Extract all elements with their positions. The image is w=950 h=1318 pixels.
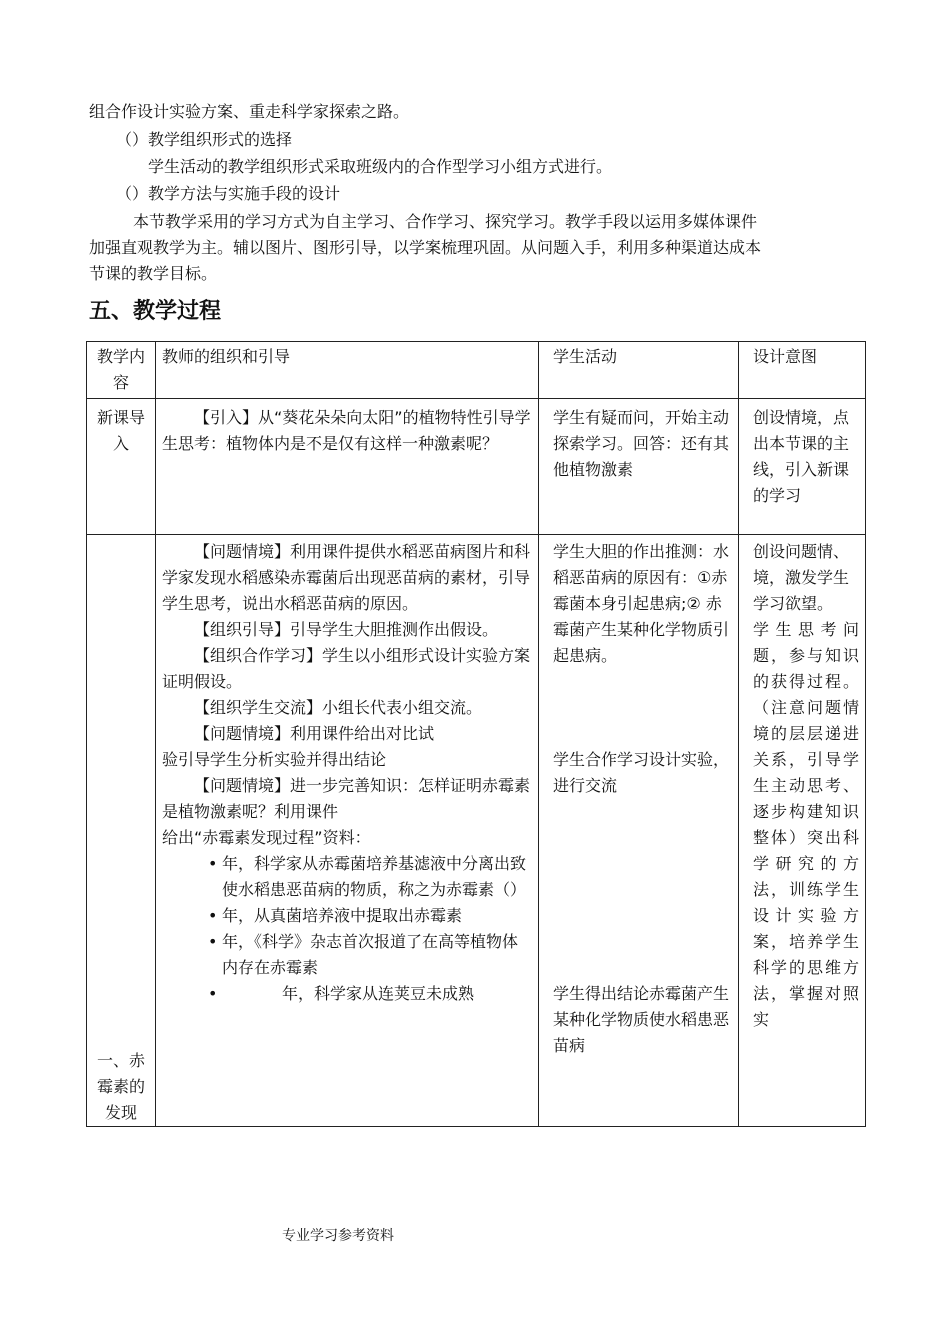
row2-content: 一、赤霉素的发现: [87, 535, 156, 1127]
bullet-dot-icon: •: [208, 906, 218, 925]
bullet-dot-icon: •: [208, 854, 218, 873]
header-content: 教学内容: [87, 342, 156, 399]
teacher-para-5b: 验引导学生分析实验并得出结论: [162, 750, 387, 769]
section-method-title: （）教学方法与实施手段的设计: [116, 184, 341, 203]
table-row: [87, 399, 866, 535]
teacher-para-1: 【问题情境】利用课件提供水稻恶苗病图片和科学家发现水稻感染赤霉菌后出现恶苗病的素材，引导学生思考，说出水稻恶苗病的原因。: [162, 542, 531, 613]
org-form-text: 学生活动的教学组织形式采取班级内的合作型学习小组方式进行。: [148, 157, 613, 176]
row2-intent: [739, 535, 866, 1127]
header-intent: 设计意图: [739, 342, 866, 399]
list-item: [162, 851, 532, 903]
header-teacher: 教师的组织和引导: [156, 342, 539, 399]
teacher-para-4: 【组织学生交流】小组长代表小组交流。: [194, 698, 483, 717]
list-item: [162, 929, 532, 981]
teacher-para-2: 【组织引导】引导学生大胆推测作出假设。: [194, 620, 499, 639]
intent-para-1: 创设问题情、境，激发学生学习欲望。: [753, 542, 850, 613]
method-text-line-1: 本节教学采用的学习方式为自主学习、合作学习、探究学习。教学手段以运用多媒体课件: [133, 212, 758, 231]
row1-student: 学生有疑而问，开始主动探索学习。回答：还有其他植物激素: [539, 399, 739, 535]
row1-intent: 创设情境，点出本节课的主线，引入新课的学习: [739, 399, 866, 535]
row2-student: [539, 535, 739, 1127]
list-item-text: 年，从真菌培养液中提取出赤霉素: [222, 906, 463, 925]
list-item-text: 年，科学家从连荚豆未成熟: [282, 984, 475, 1003]
table-row: [87, 535, 866, 1127]
section-heading: 五、教学过程: [89, 299, 222, 324]
bullet-dot-icon: •: [208, 932, 218, 951]
list-item-text: 年，科学家从赤霉菌培养基滤液中分离出致使水稻患恶苗病的物质，称之为赤霉素（）: [222, 854, 527, 899]
row2-teacher: [156, 535, 539, 1127]
student-para-2: 学生合作学习设计实验，进行交流: [553, 750, 730, 795]
list-item-text: 年，《科学》杂志首次报道了在高等植物体内存在赤霉素: [222, 932, 519, 977]
method-text-line-2: 加强直观教学为主。辅以图片、图形引导，以学案梳理巩固。从问题入手，利用多种渠道达成本: [89, 238, 762, 257]
row1-teacher: 【引入】从“葵花朵朵向太阳”的植物特性引导学生思考：植物体内是不是仅有这样一种激素呢？: [156, 399, 539, 535]
intent-para-2: 学生思考问题，参与知识的获得过程。（注意问题情境的层层递进关系，引导学生主动思考、逐步构建知识整体）突出科学研究的方法，训练学生设计实验方案，培养学生科学的思维方法，掌握对照实: [753, 620, 859, 1029]
page-footer: 专业学习参考资料: [282, 1228, 394, 1244]
student-para-3: 学生得出结论赤霉菌产生某种化学物质使水稻患恶苗病: [553, 984, 730, 1055]
teacher-para-7: 给出“赤霉素发现过程”资料：: [162, 828, 371, 847]
teacher-para-3: 【组织合作学习】学生以小组形式设计实验方案证明假设。: [162, 646, 531, 691]
list-item: [162, 903, 532, 929]
list-item: [162, 981, 532, 1007]
method-text-line-3: 节课的教学目标。: [89, 264, 218, 283]
row1-content: 新课导入: [87, 399, 156, 535]
bullet-dot-icon: •: [208, 984, 218, 1003]
teaching-process-table: [86, 341, 866, 1127]
teacher-para-6: 【问题情境】进一步完善知识：怎样证明赤霉素是植物激素呢？利用课件: [162, 776, 531, 821]
header-student: 学生活动: [539, 342, 739, 399]
student-para-1: 学生大胆的作出推测：水稻恶苗病的原因有：①赤霉菌本身引起患病;② 赤霉菌产生某种化学物质引起患病。: [553, 542, 730, 665]
teacher-para-5: 【问题情境】利用课件给出对比试: [194, 724, 435, 743]
section-org-form-title: （）教学组织形式的选择: [116, 130, 293, 149]
table-header-row: [87, 342, 866, 399]
intro-line-1: 组合作设计实验方案、重走科学家探索之路。: [89, 102, 410, 121]
